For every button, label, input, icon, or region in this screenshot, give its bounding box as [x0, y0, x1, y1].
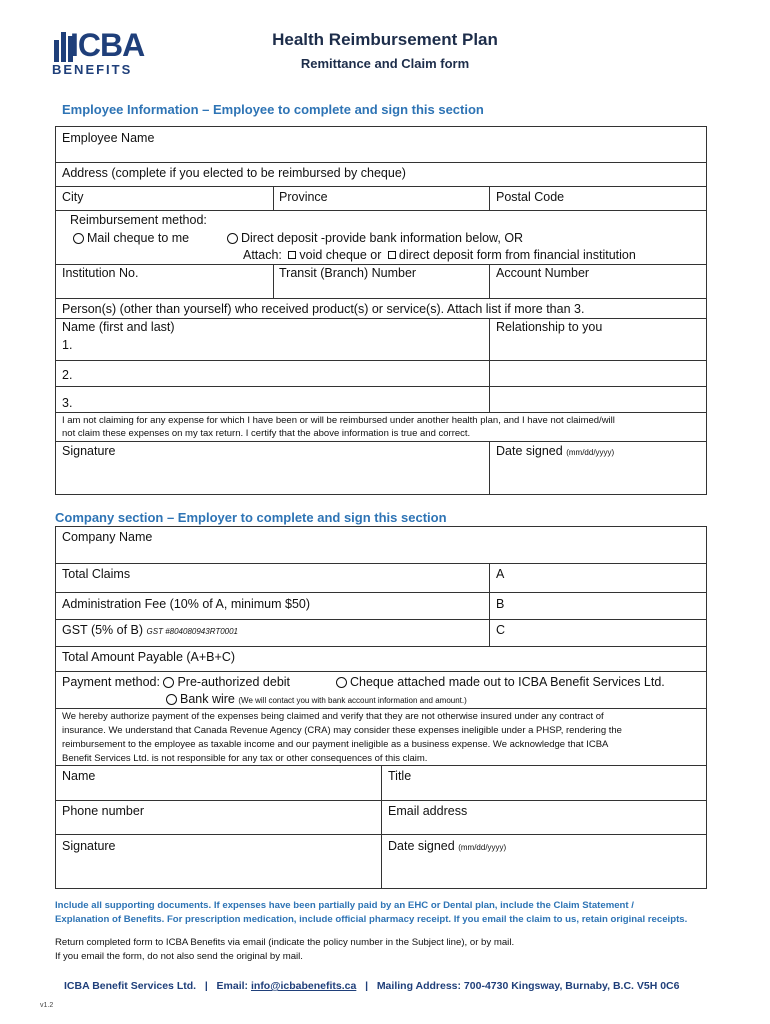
declaration-line-2: not claim these expenses on my tax return. I certify that the above information is true and correct.: [62, 428, 471, 439]
company-section-title: Company section – Employer to complete and sign this section: [55, 510, 447, 525]
checkbox-icon[interactable]: [388, 251, 396, 259]
footer-address: Mailing Address: 700-4730 Kingsway, Burnaby, B.C. V5H 0C6: [376, 980, 680, 992]
city-label[interactable]: City: [62, 190, 84, 204]
employee-date-signed[interactable]: Date signed (mm/dd/yyyy): [496, 444, 615, 458]
footer-company: ICBA Benefit Services Ltd.: [64, 980, 197, 992]
logo-sub: BENEFITS: [52, 62, 133, 77]
return-instructions-1: Return completed form to ICBA Benefits via email (indicate the policy number in the Subject line), or by mail.: [55, 937, 515, 948]
auth-line-4: Benefit Services Ltd. is not responsible for any tax or other consequences of this claim.: [62, 753, 428, 764]
return-instructions-2: If you email the form, do not also send the original by mail.: [55, 951, 303, 962]
field-b[interactable]: B: [496, 597, 505, 611]
radio-icon[interactable]: [336, 677, 347, 688]
employee-signature-label[interactable]: Signature: [62, 444, 116, 458]
institution-label[interactable]: Institution No.: [62, 266, 139, 280]
person-row-2[interactable]: 2.: [62, 368, 73, 382]
pre-authorized-option[interactable]: Pre-authorized debit: [177, 675, 291, 689]
declaration-line-1: I am not claiming for any expense for which I have been or will be reimbursed under another health plan, and I have not claimed/will: [62, 415, 615, 426]
province-label[interactable]: Province: [279, 190, 328, 204]
cheque-attached-option[interactable]: Cheque attached made out to ICBA Benefit Services Ltd.: [336, 675, 665, 689]
radio-icon[interactable]: [227, 233, 238, 244]
direct-deposit-option[interactable]: Direct deposit -provide bank information below, OR: [227, 231, 523, 245]
bank-wire-option[interactable]: Bank wire (We will contact you with bank account information and amount.): [166, 692, 467, 706]
postal-code-label[interactable]: Postal Code: [496, 190, 565, 204]
mail-cheque-option[interactable]: Mail cheque to me: [73, 231, 189, 245]
total-claims-label: Total Claims: [62, 567, 131, 581]
company-date-signed[interactable]: Date signed (mm/dd/yyyy): [388, 839, 507, 853]
auth-line-3: reimbursement to the employee as taxable income and our payment ineligible as a business expense. We acknowledge that ICBA: [62, 739, 609, 750]
footer-email-link[interactable]: info@icbabenefits.ca: [250, 980, 357, 992]
supporting-docs-line-1: Include all supporting documents. If expenses have been partially paid by an EHC or Dental plan, include the Claim Statement /: [55, 900, 634, 911]
supporting-docs-line-2: Explanation of Benefits. For prescription medication, include official pharmacy receipt. If you email the claim to us, retain original receipts.: [55, 914, 688, 925]
person-row-1[interactable]: 1.: [62, 338, 73, 352]
phone-field[interactable]: Phone number: [62, 804, 145, 818]
persons-label: Person(s) (other than yourself) who received product(s) or service(s). Attach list if more than 3.: [62, 302, 585, 316]
transit-label[interactable]: Transit (Branch) Number: [279, 266, 417, 280]
employee-section-title: Employee Information – Employee to complete and sign this section: [62, 102, 484, 117]
radio-icon[interactable]: [73, 233, 84, 244]
footer: ICBA Benefit Services Ltd. | Email: info@icbabenefits.ca | Mailing Address: 700-4730 Kingsway, Burnaby, B.C. V5H 0C6: [64, 980, 680, 992]
account-label[interactable]: Account Number: [496, 266, 590, 280]
version-label: v1.2: [40, 1002, 54, 1009]
form-title: Health Reimbursement Plan: [272, 30, 498, 49]
gst-number: GST #804080943RT0001: [146, 627, 239, 636]
total-payable-label: Total Amount Payable (A+B+C): [62, 650, 236, 664]
payment-method: Payment method: Pre-authorized debit: [62, 675, 291, 689]
radio-icon[interactable]: [163, 677, 174, 688]
radio-icon[interactable]: [166, 694, 177, 705]
logo-main: ICBA: [70, 27, 145, 63]
field-c[interactable]: C: [496, 623, 506, 637]
auth-line-2: insurance. We understand that Canada Revenue Agency (CRA) may consider these expenses ineligible under a PHSP, rendering the: [62, 725, 622, 736]
company-title-field[interactable]: Title: [388, 769, 412, 783]
employee-name-label[interactable]: Employee Name: [62, 131, 155, 145]
reimbursement-method-label: Reimbursement method:: [70, 213, 207, 227]
name-first-last-label: Name (first and last): [62, 320, 175, 334]
relationship-label: Relationship to you: [496, 320, 603, 334]
attach-options: Attach: void cheque or direct deposit form from financial institution: [243, 248, 636, 262]
field-a[interactable]: A: [496, 567, 505, 581]
admin-fee-label: Administration Fee (10% of A, minimum $50): [62, 597, 311, 611]
person-row-3[interactable]: 3.: [62, 396, 73, 410]
address-label[interactable]: Address (complete if you elected to be reimbursed by cheque): [62, 166, 406, 180]
gst-label: GST (5% of B) GST #804080943RT0001: [62, 623, 239, 637]
form-subtitle: Remittance and Claim form: [300, 56, 470, 71]
company-name-label[interactable]: Company Name: [62, 530, 153, 544]
checkbox-icon[interactable]: [288, 251, 296, 259]
company-name-field[interactable]: Name: [62, 769, 96, 783]
email-field[interactable]: Email address: [388, 804, 468, 818]
company-signature-field[interactable]: Signature: [62, 839, 116, 853]
auth-line-1: We hereby authorize payment of the expenses being claimed and verify that they are not otherwise insured under any contract of: [62, 711, 604, 722]
